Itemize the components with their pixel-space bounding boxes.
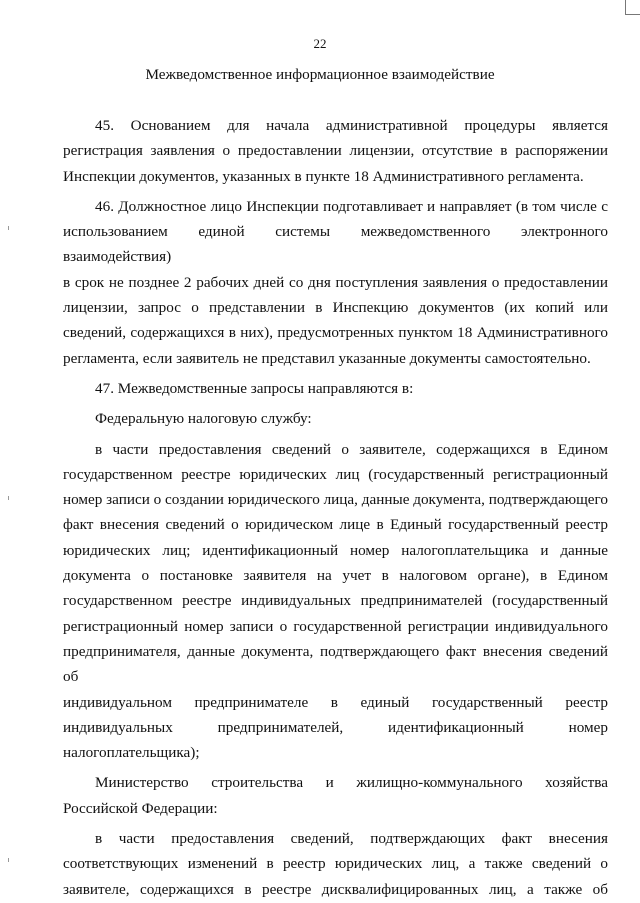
text-line: государственном реестре индивидуальных предпринимателей (государственный <box>63 592 608 610</box>
text-line: Министерство строительства и жилищно-коммунального хозяйства <box>95 774 608 792</box>
paragraph <box>63 826 608 902</box>
text-line: использованием единой системы межведомственного электронного взаимодействия) <box>63 223 608 266</box>
text-line: соответствующих изменений в реестр юридических лиц, а также сведений о <box>63 855 608 873</box>
scan-corner-mark <box>625 0 640 15</box>
paragraph <box>63 113 608 189</box>
text-line: лицензии, запрос о представлении в Инспекцию документов (их копий или <box>63 299 608 317</box>
text-line: Российской Федерации: <box>63 799 218 817</box>
text-line: государственном реестре юридических лиц (государственный регистрационный <box>63 465 608 483</box>
text-line: заявителе, содержащихся в реестре дисквалифицированных лиц, а также об <box>63 880 608 898</box>
text-line: налогоплательщика); <box>63 744 200 762</box>
text-line: в части предоставления сведений о заявителе, содержащихся в Едином <box>95 440 608 458</box>
text-line: сведений, содержащихся в них), предусмотренных пунктом 18 Административного <box>63 324 608 342</box>
text-line: регламента, если заявитель не представил указанные документы самостоятельно. <box>63 349 591 367</box>
text-line: регистрационный номер записи о государственной регистрации индивидуального <box>63 617 608 635</box>
text-line: номер записи о создании юридического лица, данные документа, подтверждающего <box>63 491 608 509</box>
text-line: индивидуальных предпринимателей, идентификационный номер <box>63 718 608 736</box>
page-number: 22 <box>313 36 327 51</box>
text-line: в части предоставления сведений, подтверждающих факт внесения <box>95 830 608 848</box>
scan-edge-mark <box>8 858 9 862</box>
text-line: индивидуальном предпринимателе в единый государственный реестр <box>63 693 608 711</box>
scan-edge-mark <box>8 496 9 500</box>
text-line: 45. Основанием для начала административной процедуры является <box>95 117 608 134</box>
paragraph <box>63 376 608 401</box>
section-title: Межведомственное информационное взаимодействие <box>145 66 495 83</box>
scan-edge-mark <box>8 226 9 230</box>
text-line: документа о постановке заявителя на учет в налоговом органе), в Едином <box>63 567 608 585</box>
paragraph <box>63 194 608 371</box>
text-line: Инспекции документов, указанных в пункте 18 Административного регламента. <box>63 167 584 185</box>
document-body <box>63 113 608 902</box>
text-line: Федеральную налоговую службу: <box>95 410 312 428</box>
paragraph <box>63 406 608 431</box>
text-line: регистрация заявления о предоставлении лицензии, отсутствие в распоряжении <box>63 142 608 160</box>
paragraph <box>63 770 608 821</box>
text-line: предпринимателя, данные документа, подтверждающего факт внесения сведений об <box>63 642 608 686</box>
text-line: 47. Межведомственные запросы направляются в: <box>95 379 414 397</box>
text-line: факт внесения сведений о юридическом лице в Единый государственный реестр <box>63 516 608 534</box>
text-line: юридических лиц; идентификационный номер налогоплательщика и данные <box>63 541 608 559</box>
text-line: в срок не позднее 2 рабочих дней со дня поступления заявления о предоставлении <box>63 273 608 291</box>
paragraph <box>63 437 608 766</box>
text-line: 46. Должностное лицо Инспекции подготавливает и направляет (в том числе с <box>95 197 608 215</box>
